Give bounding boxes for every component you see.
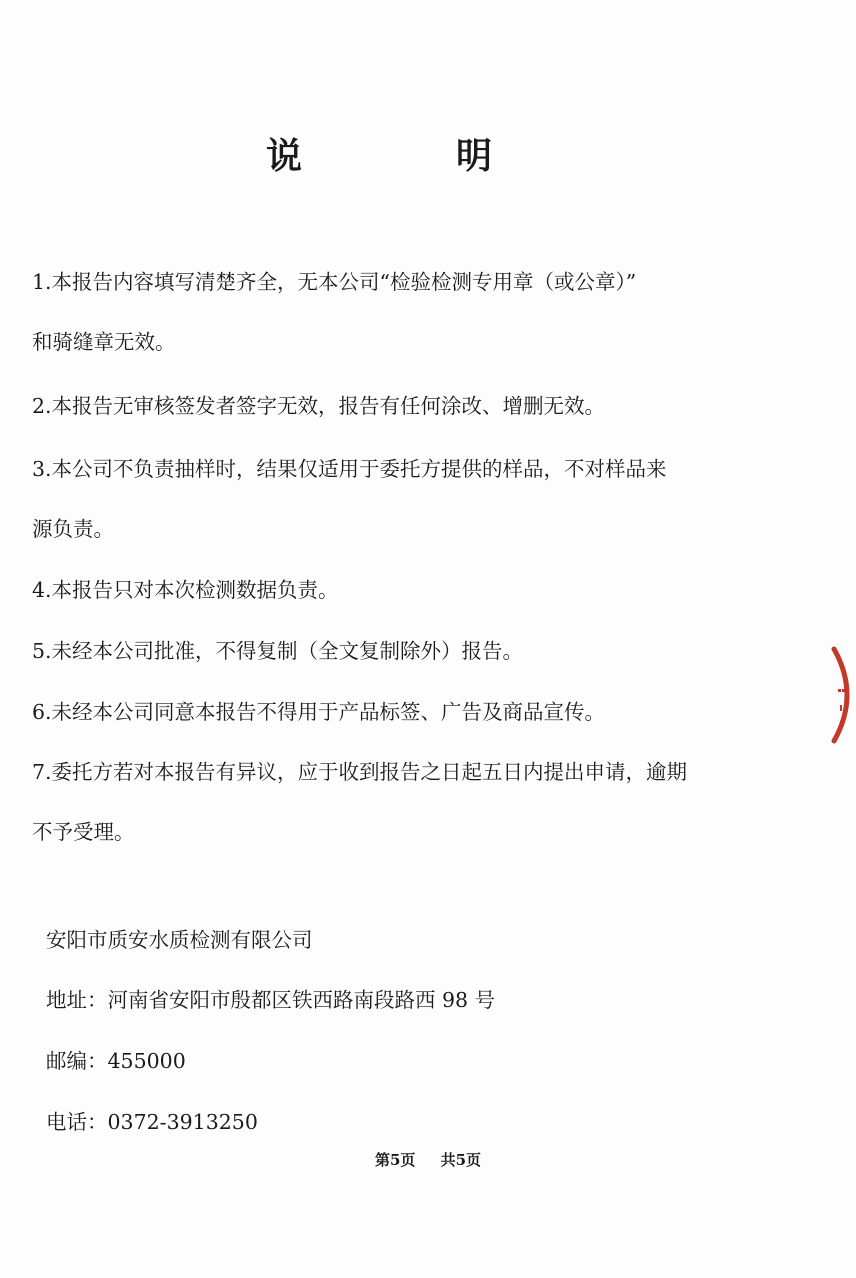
title-char-1: 说 xyxy=(266,135,303,177)
note-4: 4.本报告只对本次检测数据负责。 xyxy=(32,578,339,602)
note-6: 6.未经本公司同意本报告不得用于产品标签、广告及商品宣传。 xyxy=(32,700,606,724)
note-1-line-1: 1.本报告内容填写清楚齐全，无本公司“检验检测专用章（或公章）” xyxy=(32,270,637,294)
note-1-line-2: 和骑缝章无效。 xyxy=(32,330,176,354)
title-char-2: 明 xyxy=(456,135,493,177)
page-total: 共5页 xyxy=(440,1151,482,1169)
company-phone: 电话：0372-3913250 xyxy=(46,1110,258,1134)
note-2: 2.本报告无审核签发者签字无效，报告有任何涂改、增删无效。 xyxy=(32,394,606,418)
company-postcode: 邮编：455000 xyxy=(46,1049,186,1073)
note-5: 5.未经本公司批准，不得复制（全文复制除外）报告。 xyxy=(32,639,524,663)
note-3-line-1: 3.本公司不负责抽样时，结果仅适用于委托方提供的样品，不对样品来 xyxy=(32,457,667,481)
note-7-line-2: 不予受理。 xyxy=(32,820,135,844)
page-number: 第5页 xyxy=(374,1151,416,1169)
page-footer xyxy=(0,1150,856,1170)
riding-seal-fragment xyxy=(816,645,856,745)
note-3-line-2: 源负责。 xyxy=(32,517,114,541)
company-name: 安阳市质安水质检测有限公司 xyxy=(46,928,313,952)
note-7-line-1: 7.委托方若对本报告有异议，应于收到报告之日起五日内提出申请，逾期 xyxy=(32,760,688,784)
company-address: 地址：河南省安阳市殷都区铁西路南段路西 98 号 xyxy=(46,988,496,1012)
page-title xyxy=(0,128,856,178)
